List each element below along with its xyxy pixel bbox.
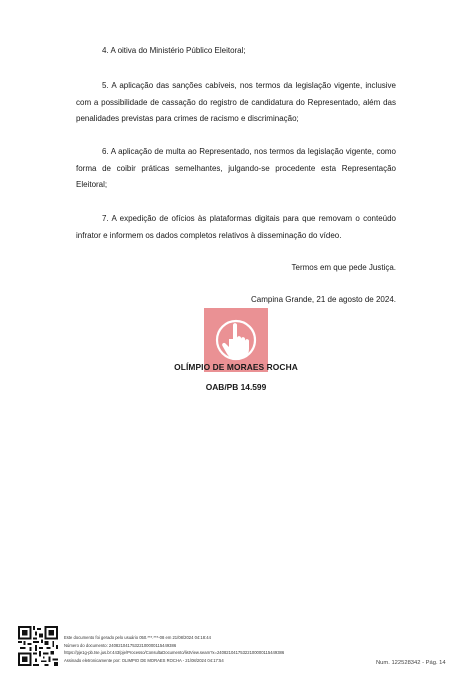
paragraph-item-4: 4. A oitiva do Ministério Público Eleitoral; bbox=[102, 46, 246, 55]
paragraph-item-7: 7. A expedição de ofícios às plataformas digitais para que removam o conteúdo infrator e informem os dados completos relativos à disseminação do vídeo. bbox=[76, 214, 396, 240]
footer-line: Número do documento: 24082104175322100000115449386 bbox=[64, 642, 177, 648]
paragraph-item-6: 6. A aplicação de multa ao Representado, nos termos da legislação vigente, como forma de coibir práticas semelhantes, julgando-se procedente esta Representação Eleitoral; bbox=[76, 147, 396, 189]
electronic-signature-info bbox=[64, 634, 284, 665]
paragraph-item-5: 5. A aplicação das sanções cabíveis, nos termos da legislação vigente, inclusive com a possibilidade de cassação do registro de candidatura do Representado, além das penalidades previstas para crimes de racismo e discriminação; bbox=[76, 81, 396, 123]
place-date-line: Campina Grande, 21 de agosto de 2024. bbox=[251, 295, 396, 304]
signatory-name: OLÍMPIO DE MORAES ROCHA bbox=[174, 362, 298, 372]
closing-line: Termos em que pede Justiça. bbox=[291, 263, 396, 272]
qr-code bbox=[18, 626, 58, 666]
footer-line: Assinado eletronicamente por: OLIMPIO DE MORAES ROCHA - 21/08/2024 04:17:54 bbox=[64, 658, 224, 664]
page-number: Num. 122528342 - Pág. 14 bbox=[376, 660, 446, 666]
signatory-oab: OAB/PB 14.599 bbox=[205, 382, 267, 392]
footer-url[interactable]: https://pje1g-pb.tse.jus.br:443/pje/Processo/ConsultaDocumento/listView.seam?x=24082104175322100000115449386 bbox=[64, 650, 285, 656]
footer-line: Este documento foi gerado pelo usuário 050.***.***-08 em 21/08/2024 04:18:44 bbox=[64, 635, 211, 640]
